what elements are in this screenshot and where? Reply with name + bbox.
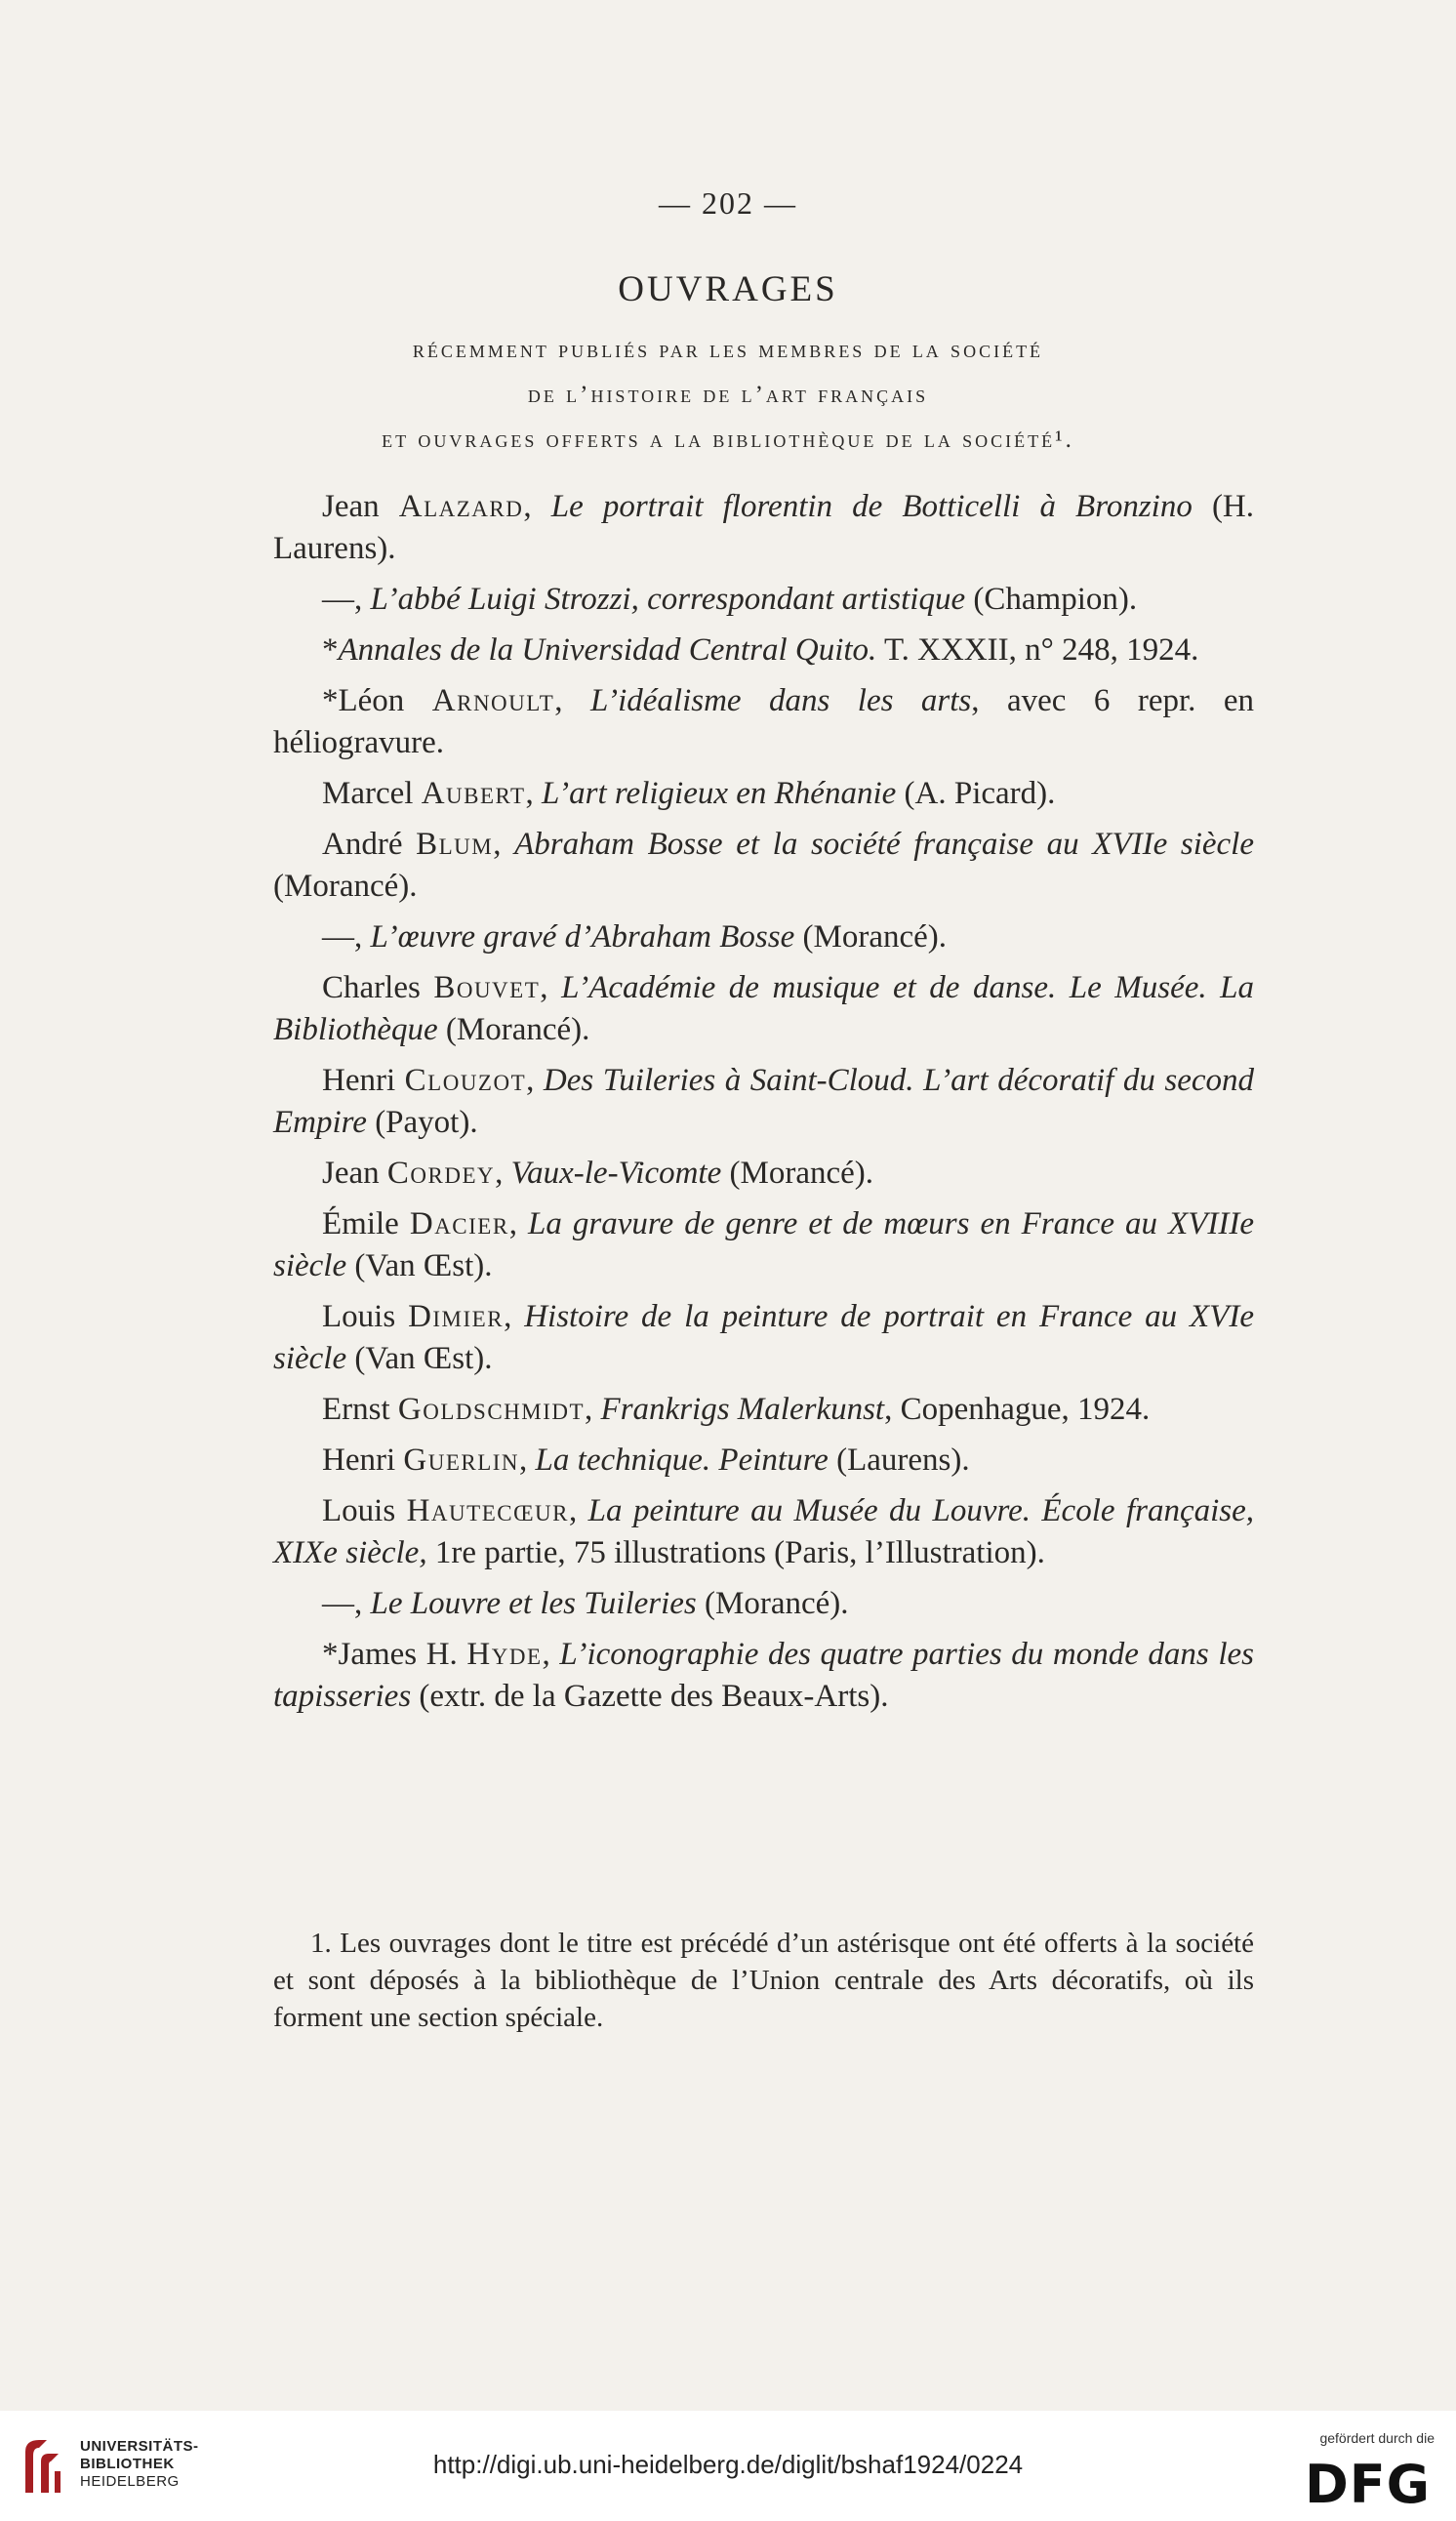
entry-prefix: * (322, 632, 339, 668)
subtitle-line-2: de l’histoire de l’art français (527, 382, 929, 408)
entry-publisher: T. XXXII, n° 248, 1924. (876, 632, 1199, 668)
bibliography-entry (273, 1060, 1254, 1144)
page-number: — 202 — (659, 185, 797, 221)
bibliography-entry (273, 1296, 1254, 1380)
sponsor-label: gefördert durch die (1319, 2430, 1435, 2446)
entry-author: Cordey (386, 1156, 496, 1191)
entry-author: Hyde (466, 1637, 543, 1672)
entry-title: Des Tuileries à Saint-Cloud. L’art décoratif du second Empire (273, 1063, 1255, 1140)
entry-title: La peinture au Musée du Louvre. École française, XIXe siècle, (273, 1493, 1255, 1570)
entry-author: Alazard (398, 489, 524, 524)
entry-prefix: *James H. (322, 1637, 467, 1672)
entry-sep: , (525, 776, 543, 811)
bibliography-entry (273, 579, 1254, 621)
entry-prefix: *Léon (322, 683, 432, 718)
bibliography-entry (273, 1389, 1254, 1431)
library-line-3: HEIDELBERG (80, 2473, 180, 2490)
entry-title: L’œuvre gravé d’Abraham Bosse (370, 919, 795, 955)
entry-title: Histoire de la peinture de portrait en France au XVIe siècle (273, 1299, 1254, 1376)
entry-publisher: (Van Œst). (346, 1248, 493, 1283)
bibliography-entry (273, 486, 1254, 570)
entry-title: L’idéalisme dans les arts (589, 683, 972, 718)
entry-publisher: (Morancé). (794, 919, 948, 955)
bibliography-entry (273, 824, 1254, 908)
entry-sep: , (523, 489, 551, 524)
entry-prefix: Jean (322, 1156, 387, 1191)
entry-prefix: Louis (322, 1299, 409, 1334)
entry-title: Le Louvre et les Tuileries (370, 1586, 697, 1621)
entry-sep: , (495, 1156, 511, 1191)
entry-author: Aubert (421, 776, 526, 811)
entry-prefix: Marcel (322, 776, 422, 811)
entry-prefix: Charles (322, 970, 434, 1005)
entry-title: L’Académie de musique et de danse. Le Musée. La Bibliothèque (273, 970, 1254, 1047)
entry-publisher: (Van Œst). (346, 1341, 493, 1376)
bibliography-entry (273, 1203, 1254, 1287)
entry-publisher: 1re partie, 75 illustrations (Paris, l’Illustration). (426, 1535, 1045, 1570)
entry-publisher: (Morancé). (696, 1586, 849, 1621)
bibliography-entry (273, 773, 1254, 815)
entry-author: Dimier (408, 1299, 505, 1334)
entry-sep: , (585, 1392, 601, 1427)
entry-sep: , (519, 1443, 536, 1478)
entry-author: Goldschmidt (397, 1392, 586, 1427)
dfg-logo: DFG (1304, 2454, 1431, 2515)
entry-publisher: (extr. de la Gazette des Beaux-Arts). (411, 1679, 889, 1714)
entry-sep: , (508, 1206, 528, 1241)
entry-publisher: (H. Laurens). (273, 489, 1255, 566)
bibliography-entry (273, 630, 1254, 671)
library-line-1: UNIVERSITÄTS- (80, 2438, 199, 2455)
entry-author: Hautecœur (406, 1493, 569, 1528)
entry-publisher: (Morancé). (437, 1012, 590, 1047)
entry-title: L’abbé Luigi Strozzi, correspondant artistique (370, 582, 966, 617)
entry-author: Guerlin (403, 1443, 520, 1478)
bibliography-entry (273, 1153, 1254, 1195)
bibliography-entry (273, 1583, 1254, 1625)
entry-author: Arnoult (431, 683, 555, 718)
entry-title: Abraham Bosse et la société française au XVIIe siècle (514, 827, 1255, 862)
entry-title: La gravure de genre et de mœurs en France au XVIIIe siècle (273, 1206, 1254, 1283)
entry-title: Vaux-le-Vicomte (510, 1156, 722, 1191)
entry-sep: , (504, 1299, 525, 1334)
entry-prefix: —, (322, 919, 371, 955)
entry-sep: , (542, 1637, 560, 1672)
entry-publisher: (Morancé). (721, 1156, 874, 1191)
entry-title: La technique. Peinture (535, 1443, 829, 1478)
entry-publisher: (Champion). (965, 582, 1138, 617)
entry-prefix: Ernst (322, 1392, 398, 1427)
permalink-url[interactable]: http://digi.ub.uni-heidelberg.de/diglit/bshaf1924/0224 (432, 2450, 1024, 2479)
entry-publisher: (Laurens). (828, 1443, 970, 1478)
bibliography-list (273, 486, 1254, 1727)
entry-title: L’art religieux en Rhénanie (542, 776, 897, 811)
entry-publisher: (Payot). (366, 1105, 478, 1140)
bibliography-entry (273, 916, 1254, 958)
bibliography-entry (273, 1440, 1254, 1482)
entry-prefix: Jean (322, 489, 399, 524)
entry-author: Dacier (409, 1206, 509, 1241)
subtitle-line-1: récemment publiés par les membres de la société (412, 337, 1044, 363)
bibliography-entry (273, 1634, 1254, 1718)
subtitle-line-3: et ouvrages offerts a la bibliothèque de la société¹. (382, 427, 1074, 453)
entry-title: Annales de la Universidad Central Quito. (338, 632, 877, 668)
entry-prefix: Louis (322, 1493, 407, 1528)
entry-title: L’iconographie des quatre parties du monde dans les tapisseries (273, 1637, 1255, 1714)
bibliography-entry (273, 680, 1254, 764)
entry-prefix: Émile (322, 1206, 410, 1241)
entry-title: Le portrait florentin de Botticelli à Bronzino (550, 489, 1193, 524)
page-title: OUVRAGES (618, 269, 838, 309)
bibliography-entry (273, 1490, 1254, 1574)
footnote: 1. Les ouvrages dont le titre est précédé d’un astérisque ont été offerts à la société et sont déposés à la bibliothèque de l’Union centrale des Arts décoratifs, où ils forment une section spéciale. (273, 1928, 1254, 2033)
entry-sep: , (554, 683, 590, 718)
entry-sep: , (540, 970, 562, 1005)
entry-prefix: Henri (322, 1063, 405, 1098)
entry-prefix: —, (322, 582, 371, 617)
bibliography-entry (273, 967, 1254, 1051)
entry-author: Clouzot (404, 1063, 527, 1098)
entry-sep: , (526, 1063, 544, 1098)
entry-publisher: , Copenhague, 1924. (884, 1392, 1151, 1427)
entry-prefix: —, (322, 1586, 371, 1621)
entry-sep: , (569, 1493, 588, 1528)
entry-title: Frankrigs Malerkunst (600, 1392, 885, 1427)
library-line-2: BIBLIOTHEK (80, 2456, 175, 2472)
entry-author: Bouvet (433, 970, 541, 1005)
entry-prefix: André (322, 827, 417, 862)
entry-publisher: , avec 6 repr. en héliogravure. (273, 683, 1254, 760)
entry-prefix: Henri (322, 1443, 404, 1478)
entry-publisher: (Morancé). (273, 869, 418, 904)
entry-sep: , (493, 827, 515, 862)
viewer-footer (0, 2411, 1456, 2521)
entry-publisher: (A. Picard). (896, 776, 1056, 811)
entry-author: Blum (416, 827, 494, 862)
